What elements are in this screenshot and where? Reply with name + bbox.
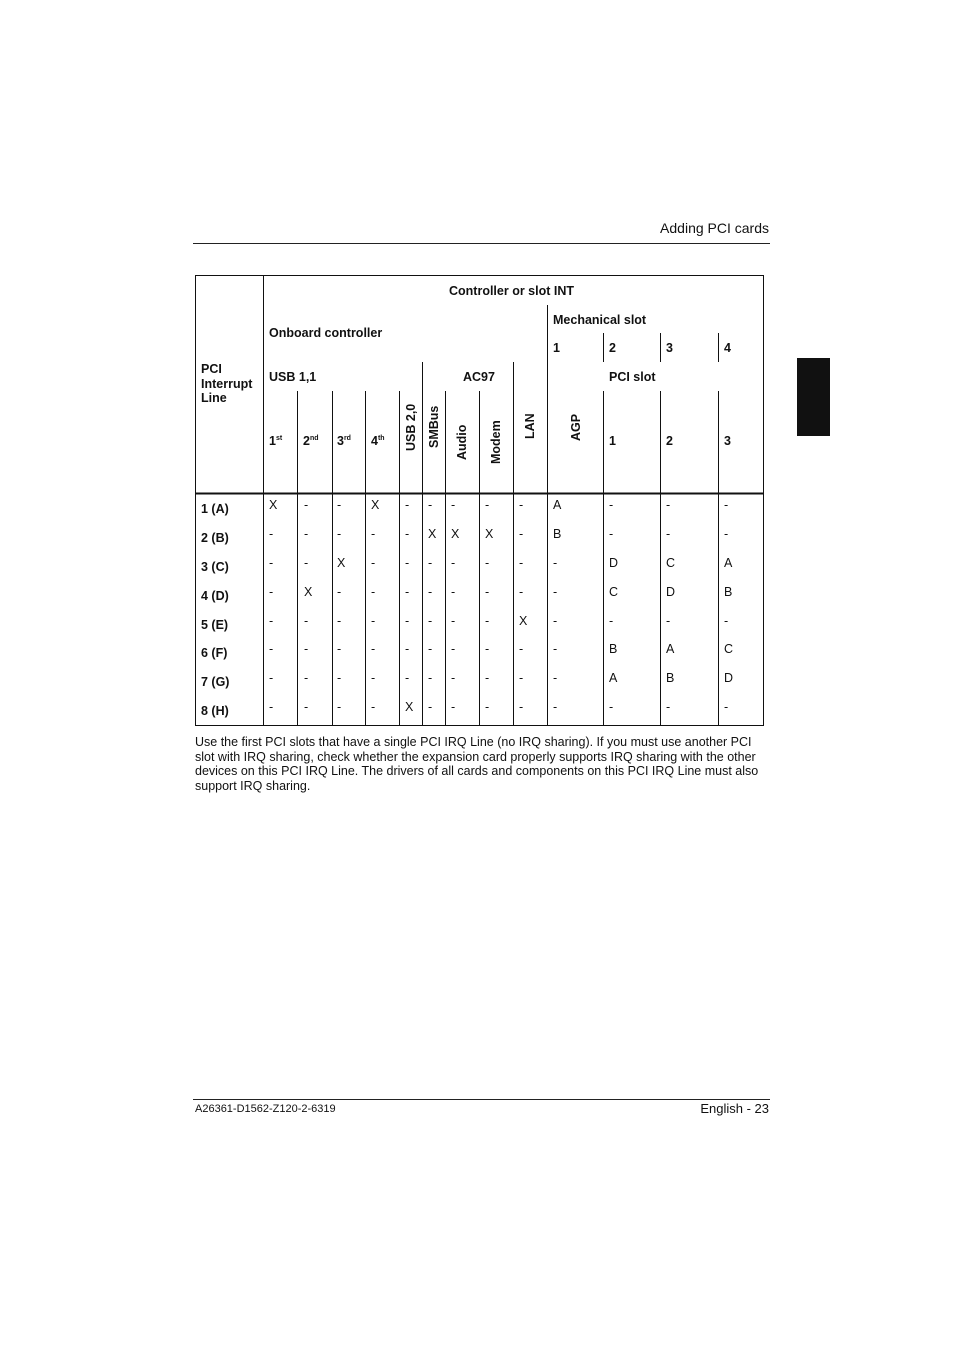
table-cell: -	[553, 671, 558, 685]
table-cell: B	[724, 585, 733, 599]
table-cell: -	[485, 642, 490, 656]
pci-slot-2-header: 2	[666, 434, 673, 448]
usb-port-2-header: 2nd	[303, 434, 319, 448]
table-row-label: 4 (D)	[201, 589, 229, 603]
table-cell: A	[666, 642, 675, 656]
table-cell: -	[337, 585, 342, 599]
table-cell: -	[269, 527, 274, 541]
table-cell: X	[304, 585, 313, 599]
table-cell: -	[666, 498, 671, 512]
table-cell: -	[269, 700, 274, 714]
header-rule	[193, 243, 770, 244]
table-cell: -	[553, 614, 558, 628]
table-cell: -	[553, 556, 558, 570]
lan-header: LAN	[523, 413, 537, 439]
ac97-title: AC97	[463, 370, 495, 384]
table-cell: -	[451, 700, 456, 714]
table-cell: -	[405, 671, 410, 685]
table-cell: -	[666, 614, 671, 628]
table-cell: -	[485, 498, 490, 512]
table-cell: -	[609, 700, 614, 714]
table-grid	[195, 275, 764, 726]
table-cell: B	[553, 527, 562, 541]
table-cell: -	[451, 614, 456, 628]
mechanical-slot-4: 4	[724, 341, 731, 355]
table-cell: -	[553, 585, 558, 599]
audio-header: Audio	[455, 424, 469, 460]
table-cell: D	[724, 671, 734, 685]
table-cell: -	[337, 527, 342, 541]
table-cell: -	[405, 614, 410, 628]
table-cell: -	[405, 585, 410, 599]
table-cell: C	[666, 556, 676, 570]
usb20-header: USB 2,0	[404, 403, 418, 451]
table-cell: -	[304, 527, 309, 541]
table-cell: -	[609, 614, 614, 628]
table-cell: -	[405, 498, 410, 512]
table-cell: -	[304, 498, 309, 512]
table-cell: -	[451, 642, 456, 656]
table-cell: X	[485, 527, 494, 541]
table-row-label: 1 (A)	[201, 502, 229, 516]
table-cell: -	[269, 642, 274, 656]
table-cell: -	[428, 556, 433, 570]
table-cell: -	[371, 556, 376, 570]
table-cell: X	[428, 527, 437, 541]
irq-sharing-note: Use the first PCI slots that have a single PCI IRQ Line (no IRQ sharing). If you must use another PCI slot with IRQ sharing, check whether the expansion card properly supports IRQ sharing with the other devices on this PCI IRQ Line. The drivers of all cards and components on this PCI IRQ Line must also support IRQ sharing.	[195, 735, 759, 793]
pci-slot-title: PCI slot	[609, 370, 656, 384]
table-cell: -	[428, 614, 433, 628]
table-cell: -	[485, 700, 490, 714]
table-cell: -	[269, 585, 274, 599]
usb-port-3-header: 3rd	[337, 434, 351, 448]
table-cell: -	[405, 556, 410, 570]
table-cell: C	[724, 642, 734, 656]
onboard-title: Onboard controller	[269, 326, 383, 340]
mechanical-slot-1: 1	[553, 341, 560, 355]
table-cell: -	[485, 585, 490, 599]
table-cell: -	[724, 614, 729, 628]
table-cell: X	[405, 700, 414, 714]
mechanical-slot-2: 2	[609, 341, 616, 355]
table-cell: -	[428, 671, 433, 685]
table-cell: B	[666, 671, 675, 685]
table-cell: -	[609, 527, 614, 541]
smbus-header: SMBus	[427, 405, 441, 448]
table-row-label: 3 (C)	[201, 560, 229, 574]
table-cell: -	[666, 700, 671, 714]
table-cell: -	[269, 671, 274, 685]
pci-slot-3-header: 3	[724, 434, 731, 448]
table-cell: -	[485, 614, 490, 628]
table-cell: -	[304, 556, 309, 570]
table-row-label: 6 (F)	[201, 646, 228, 660]
modem-header: Modem	[489, 420, 503, 464]
table-row-label: 7 (G)	[201, 675, 230, 689]
table-cell: -	[428, 585, 433, 599]
mechanical-slot-3: 3	[666, 341, 673, 355]
table-cell: -	[519, 585, 524, 599]
table-cell: D	[666, 585, 676, 599]
row-header-line3: Line	[201, 391, 227, 405]
table-cell: X	[269, 498, 278, 512]
table-cell: -	[337, 498, 342, 512]
table-cell: D	[609, 556, 619, 570]
table-cell: A	[553, 498, 562, 512]
table-cell: -	[451, 498, 456, 512]
table-cell: -	[519, 527, 524, 541]
pci-irq-table	[195, 275, 764, 726]
table-cell: -	[485, 671, 490, 685]
table-cell: -	[609, 498, 614, 512]
table-cell: -	[724, 498, 729, 512]
usb11-title: USB 1,1	[269, 370, 317, 384]
table-cell: -	[451, 671, 456, 685]
document-number: A26361-D1562-Z120-2-6319	[195, 1103, 336, 1115]
table-cell: -	[666, 527, 671, 541]
table-row-label: 5 (E)	[201, 618, 229, 632]
table-cell: C	[609, 585, 619, 599]
table-cell: -	[371, 585, 376, 599]
agp-header: AGP	[569, 413, 583, 441]
table-cell: -	[337, 642, 342, 656]
table-cell: -	[371, 700, 376, 714]
table-cell: -	[553, 642, 558, 656]
table-cell: X	[337, 556, 346, 570]
table-cell: X	[451, 527, 460, 541]
table-cell: -	[304, 642, 309, 656]
row-header-line1: PCI	[201, 362, 222, 376]
table-cell: -	[269, 614, 274, 628]
controller-title: Controller or slot INT	[449, 284, 574, 298]
usb-port-1-header: 1st	[269, 434, 283, 448]
table-cell: B	[609, 642, 618, 656]
table-cell: -	[337, 671, 342, 685]
table-cell: -	[428, 700, 433, 714]
table-cell: -	[553, 700, 558, 714]
table-cell: -	[337, 700, 342, 714]
table-cell: -	[405, 642, 410, 656]
table-cell: -	[304, 614, 309, 628]
table-cell: -	[371, 614, 376, 628]
table-cell: X	[519, 614, 528, 628]
table-cell: X	[371, 498, 380, 512]
table-row-label: 8 (H)	[201, 704, 229, 718]
table-cell: -	[269, 556, 274, 570]
chapter-tab-marker	[797, 358, 830, 436]
table-cell: A	[724, 556, 733, 570]
table-cell: -	[428, 642, 433, 656]
table-row-label: 2 (B)	[201, 531, 229, 545]
table-cell: -	[519, 700, 524, 714]
table-cell: -	[724, 700, 729, 714]
usb-port-4-header: 4th	[371, 434, 385, 448]
running-header: Adding PCI cards	[660, 220, 769, 236]
table-cell: -	[519, 556, 524, 570]
table-cell: -	[371, 527, 376, 541]
table-cell: -	[304, 671, 309, 685]
table-cell: -	[304, 700, 309, 714]
table-cell: A	[609, 671, 618, 685]
page-number: English - 23	[700, 1101, 769, 1116]
table-cell: -	[519, 642, 524, 656]
footer-rule	[193, 1099, 770, 1100]
table-cell: -	[451, 585, 456, 599]
mechanical-title: Mechanical slot	[553, 313, 647, 327]
table-cell: -	[519, 498, 524, 512]
pci-slot-1-header: 1	[609, 434, 616, 448]
table-cell: -	[451, 556, 456, 570]
table-cell: -	[724, 527, 729, 541]
table-cell: -	[371, 642, 376, 656]
row-header-line2: Interrupt	[201, 377, 253, 391]
table-cell: -	[337, 614, 342, 628]
table-cell: -	[519, 671, 524, 685]
table-cell: -	[371, 671, 376, 685]
table-cell: -	[485, 556, 490, 570]
table-cell: -	[405, 527, 410, 541]
table-cell: -	[428, 498, 433, 512]
